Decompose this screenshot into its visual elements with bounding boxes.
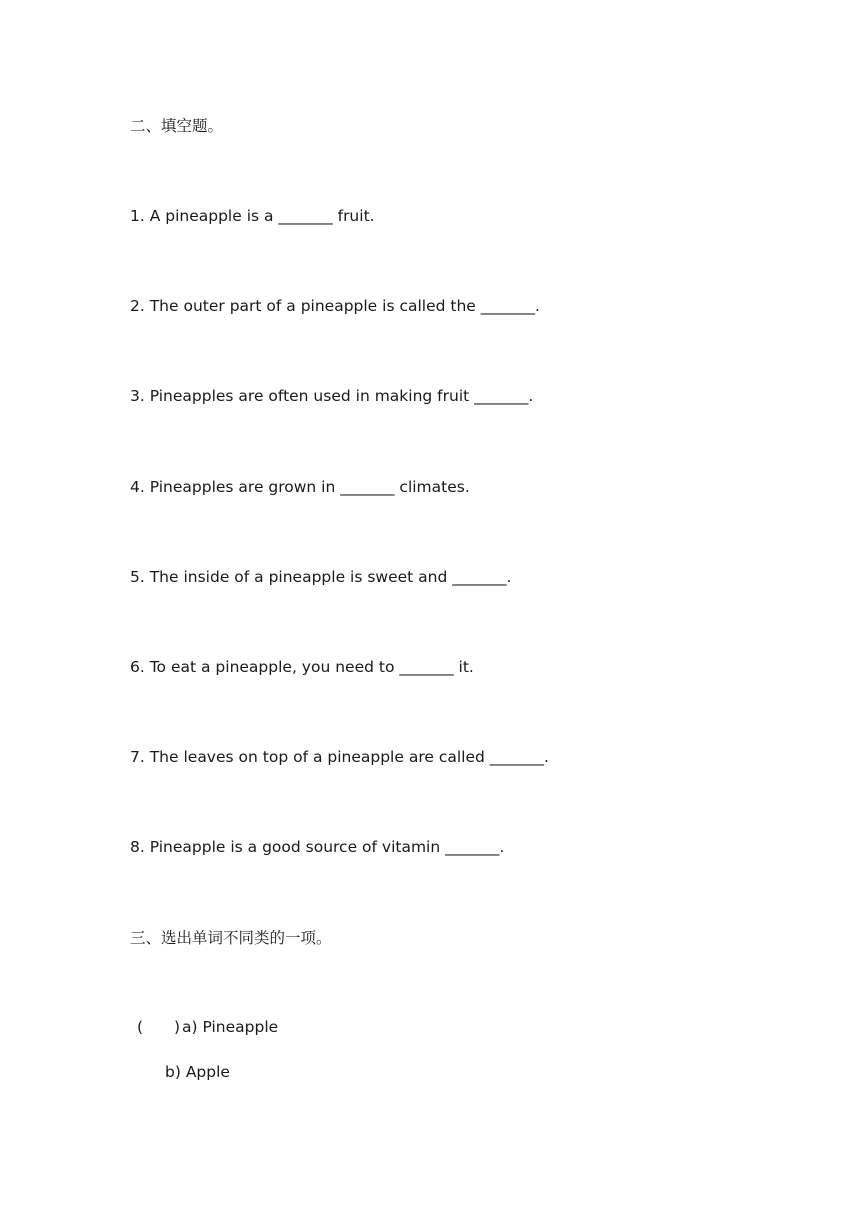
section-heading-odd-one-out: 三、选出单词不同类的一项。	[130, 929, 332, 947]
question-5: 5. The inside of a pineapple is sweet and _______.	[130, 568, 512, 586]
question-4: 4. Pineapples are grown in _______ climates.	[130, 478, 470, 496]
question-3: 3. Pineapples are often used in making fruit _______.	[130, 387, 534, 405]
question-2: 2. The outer part of a pineapple is called the _______.	[130, 297, 540, 315]
question-8: 8. Pineapple is a good source of vitamin _______.	[130, 838, 505, 856]
question-7: 7. The leaves on top of a pineapple are called _______.	[130, 748, 549, 766]
option-a: a) Pineapple	[182, 1018, 279, 1036]
section-heading-fill-in-blanks: 二、填空题。	[130, 117, 224, 135]
question-6: 6. To eat a pineapple, you need to _______ it.	[130, 658, 474, 676]
answer-bracket: ( )	[137, 1018, 181, 1036]
option-b: b) Apple	[165, 1063, 230, 1081]
question-1: 1. A pineapple is a _______ fruit.	[130, 207, 375, 225]
